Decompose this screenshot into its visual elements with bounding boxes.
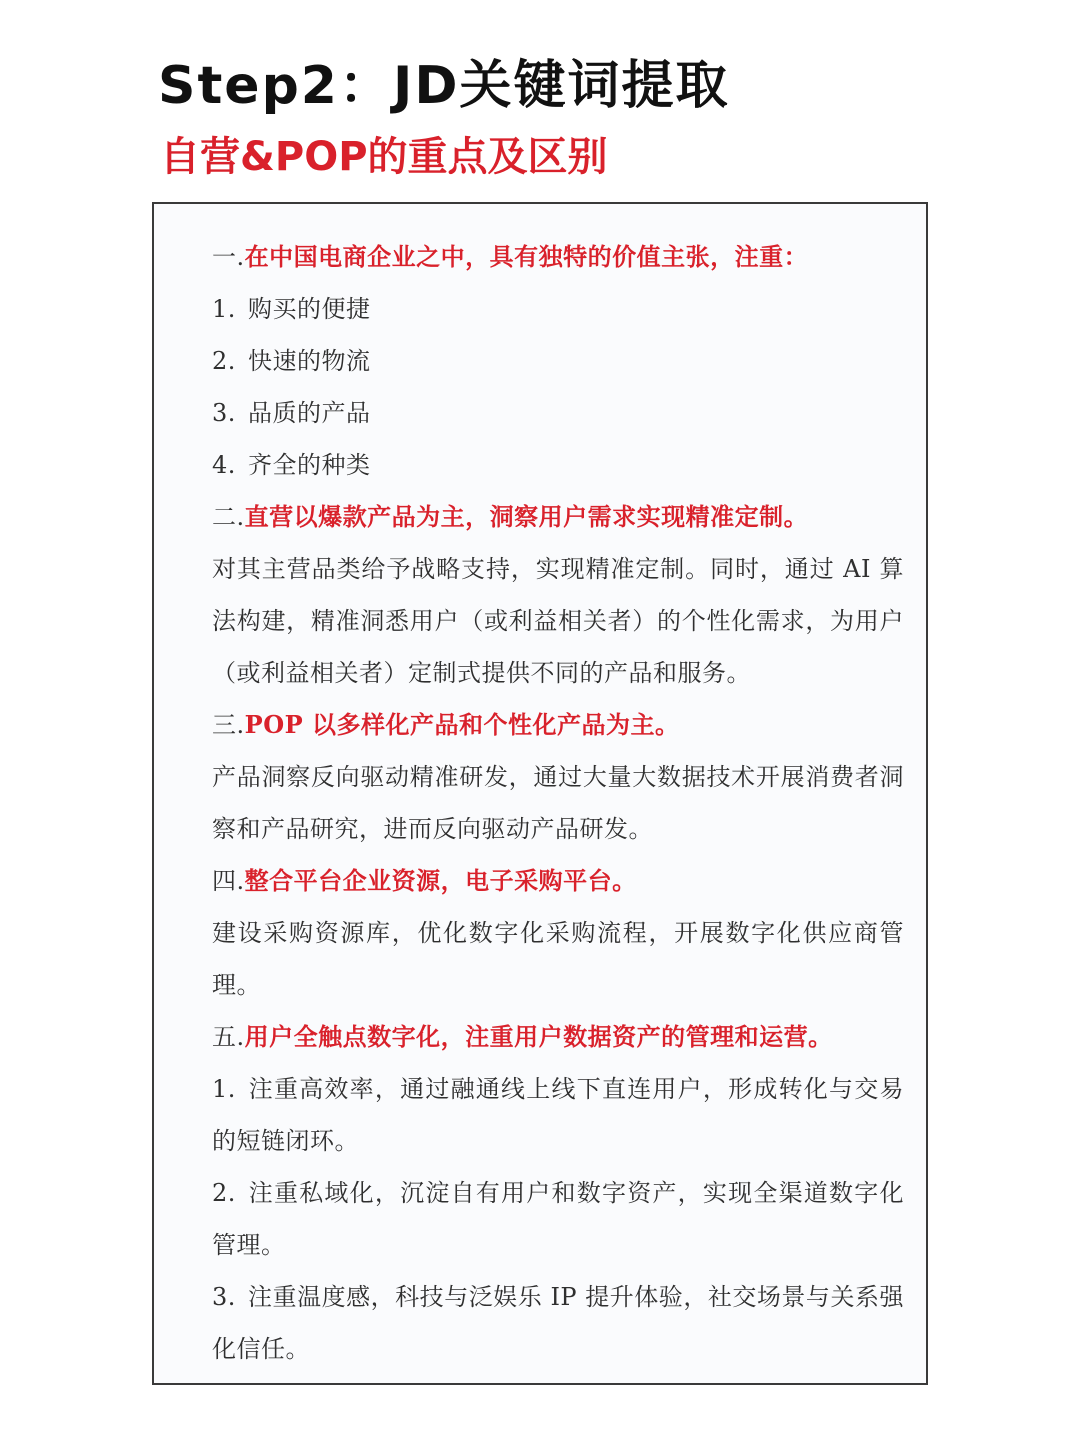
list-item-text: 品质的产品: [248, 399, 371, 427]
list-item: [212, 335, 904, 387]
list-item-text: 注重高效率，通过融通线上线下直连用户，形成转化与交易的短链闭环。: [212, 1075, 904, 1155]
section-heading: [212, 1011, 904, 1063]
section-number: 一.: [212, 243, 245, 271]
section-heading: [212, 231, 904, 283]
section-number: 三.: [212, 711, 245, 739]
list-item-number: 3.: [212, 399, 236, 427]
list-item-text: 注重温度感，科技与泛娱乐 IP 提升体验，社交场景与关系强化信任。: [212, 1283, 904, 1363]
list-item-text: 购买的便捷: [248, 295, 371, 323]
section-heading-text: 整合平台企业资源，电子采购平台。: [244, 866, 637, 895]
page-subtitle: 自营&POP的重点及区别: [160, 134, 608, 180]
section-heading-text: 用户全触点数字化，注重用户数据资产的管理和运营。: [244, 1022, 833, 1051]
list-item-text: 齐全的种类: [248, 451, 371, 479]
list-item: [212, 439, 904, 491]
section-number: 二.: [212, 503, 245, 531]
section-heading-text: 直营以爆款产品为主，洞察用户需求实现精准定制。: [244, 502, 809, 531]
section-body: 对其主营品类给予战略支持，实现精准定制。同时，通过 AI 算法构建，精准洞悉用户（或利益相关者）的个性化需求，为用户（或利益相关者）定制式提供不同的产品和服务。: [212, 555, 904, 687]
list-item: [212, 1063, 904, 1167]
content-card: [152, 202, 928, 1385]
section-heading-text: 在中国电商企业之中，具有独特的价值主张，注重：: [244, 242, 809, 271]
page-title: Step2：JD关键词提取: [158, 56, 730, 116]
list-item-number: 3.: [212, 1283, 236, 1311]
list-item: [212, 387, 904, 439]
list-item-number: 1.: [212, 1075, 236, 1103]
section-number: 四.: [212, 867, 245, 895]
section-heading-text: POP 以多样化产品和个性化产品为主。: [244, 710, 680, 739]
list-item-number: 4.: [212, 451, 236, 479]
section-heading: [212, 699, 904, 751]
list-item-number: 2.: [212, 1179, 236, 1207]
list-item: [212, 1271, 904, 1375]
content-body: [212, 231, 904, 1375]
list-item: [212, 283, 904, 335]
list-item-text: 快速的物流: [248, 347, 371, 375]
section-heading: [212, 491, 904, 543]
section-heading: [212, 855, 904, 907]
list-item-number: 1.: [212, 295, 236, 323]
list-item: [212, 1167, 904, 1271]
list-item-number: 2.: [212, 347, 236, 375]
section-body: 产品洞察反向驱动精准研发，通过大量大数据技术开展消费者洞察和产品研究，进而反向驱动产品研发。: [212, 763, 904, 843]
section-number: 五.: [212, 1023, 245, 1051]
section-body: 建设采购资源库，优化数字化采购流程，开展数字化供应商管理。: [212, 919, 904, 999]
list-item-text: 注重私域化，沉淀自有用户和数字资产，实现全渠道数字化管理。: [212, 1179, 904, 1259]
